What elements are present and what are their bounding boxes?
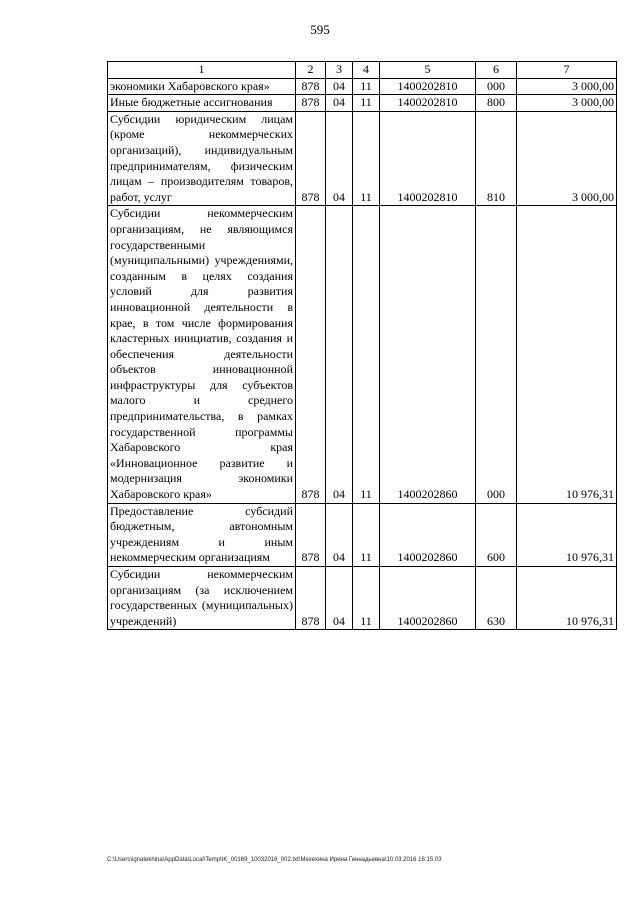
header-col-3: 3	[326, 62, 353, 79]
row-code-expense-type: 810	[476, 111, 517, 206]
row-code-ministry: 878	[296, 78, 326, 95]
header-col-6: 6	[476, 62, 517, 79]
row-code-expense-type: 000	[476, 78, 517, 95]
row-code-section: 04	[326, 78, 353, 95]
row-code-subsection: 11	[353, 503, 380, 566]
row-code-subsection: 11	[353, 78, 380, 95]
header-col-5: 5	[380, 62, 476, 79]
row-code-section: 04	[326, 503, 353, 566]
header-col-2: 2	[296, 62, 326, 79]
row-name: Предоставление субсидий бюджетным, автономным учреждениям и иным некоммерческим организациям	[108, 503, 296, 566]
table-row	[108, 111, 617, 206]
row-code-target: 1400202810	[380, 111, 476, 206]
table-row	[108, 567, 617, 630]
page-number: 595	[310, 22, 330, 37]
row-code-ministry: 878	[296, 111, 326, 206]
row-code-subsection: 11	[353, 95, 380, 112]
row-code-expense-type: 630	[476, 567, 517, 630]
row-name: Субсидии юридическим лицам (кроме некоммерческих организаций), индивидуальным предпринимателям, физическим лицам – производителям товаров, работ, услуг	[108, 111, 296, 206]
row-code-ministry: 878	[296, 95, 326, 112]
row-code-ministry: 878	[296, 567, 326, 630]
table-row	[108, 206, 617, 503]
row-amount: 10 976,31	[517, 567, 617, 630]
row-code-subsection: 11	[353, 206, 380, 503]
row-name: Иные бюджетные ассигнования	[108, 95, 296, 112]
row-code-expense-type: 800	[476, 95, 517, 112]
file-path-footer: C:\Users\ignatekhina\AppData\Local\Temp\IK_00169_10032016_002.txt\Мехехина Ирина Геннадьевна\10.03.2016 16:15:03	[107, 857, 442, 863]
table-row	[108, 78, 617, 95]
header-col-4: 4	[353, 62, 380, 79]
row-amount: 3 000,00	[517, 95, 617, 112]
row-name: экономики Хабаровского края»	[108, 78, 296, 95]
row-code-subsection: 11	[353, 567, 380, 630]
table-header-row	[108, 62, 617, 79]
row-code-ministry: 878	[296, 503, 326, 566]
row-amount: 10 976,31	[517, 503, 617, 566]
row-code-target: 1400202810	[380, 78, 476, 95]
row-amount: 10 976,31	[517, 206, 617, 503]
header-col-1: 1	[108, 62, 296, 79]
row-code-subsection: 11	[353, 111, 380, 206]
row-code-target: 1400202860	[380, 567, 476, 630]
row-code-section: 04	[326, 111, 353, 206]
row-code-section: 04	[326, 567, 353, 630]
row-code-expense-type: 000	[476, 206, 517, 503]
row-code-section: 04	[326, 206, 353, 503]
row-code-target: 1400202860	[380, 503, 476, 566]
row-name: Субсидии некоммерческим организациям, не являющимся государственными (муниципальными) учреждениями, созданным в целях создания условий для развития инновационной деятельности в крае, в том числе формирования кластерных инициатив, создания и обеспечения деятельности объектов инновационной инфраструктуры для субъектов малого и среднего предпринимательства, в рамках государственной программы Хабаровского края «Инновационное развитие и модернизация экономики Хабаровского края»	[108, 206, 296, 503]
row-code-ministry: 878	[296, 206, 326, 503]
header-col-7: 7	[517, 62, 617, 79]
row-code-expense-type: 600	[476, 503, 517, 566]
row-name: Субсидии некоммерческим организациям (за исключением государственных (муниципальных) учреждений)	[108, 567, 296, 630]
table-row	[108, 503, 617, 566]
row-code-target: 1400202860	[380, 206, 476, 503]
table-row	[108, 95, 617, 112]
row-code-section: 04	[326, 95, 353, 112]
budget-table	[107, 61, 617, 630]
row-code-target: 1400202810	[380, 95, 476, 112]
row-amount: 3 000,00	[517, 111, 617, 206]
row-amount: 3 000,00	[517, 78, 617, 95]
